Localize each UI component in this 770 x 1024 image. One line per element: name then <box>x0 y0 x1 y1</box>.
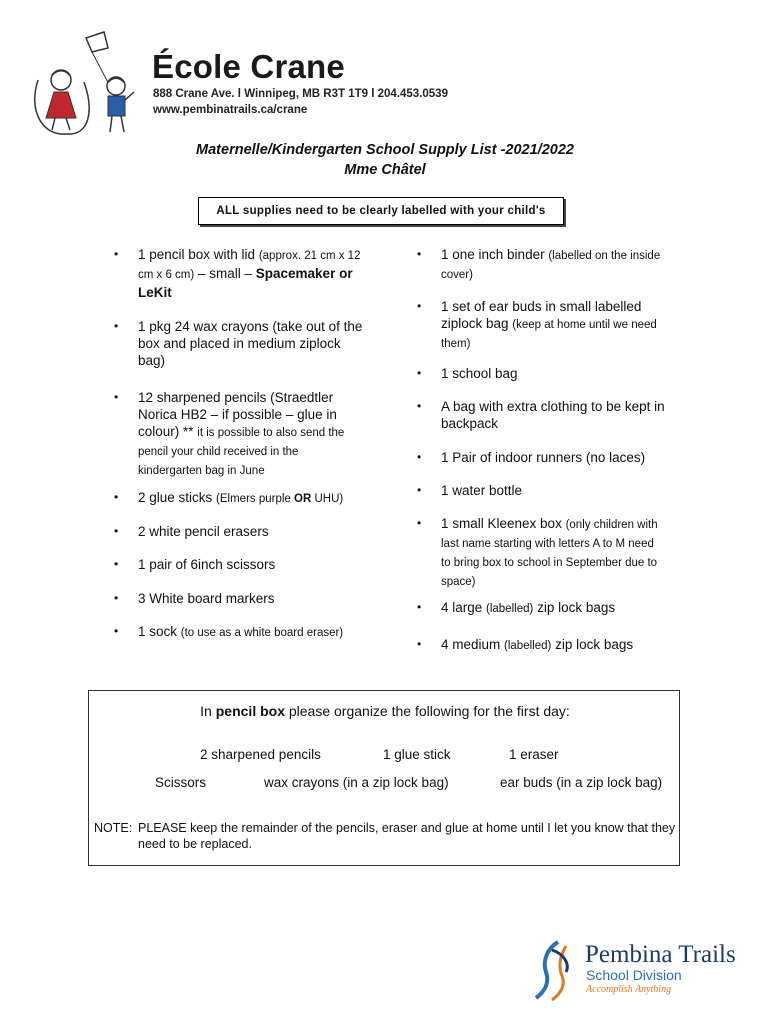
teacher-name: Mme Châtel <box>344 162 426 178</box>
list-item: • 1 small Kleenex box (only children with last name starting with letters A to M need to bring box to school in September due to space) <box>417 516 658 588</box>
footer-org-name: Pembina Trails <box>585 941 736 968</box>
list-item: • 1 one inch binder (labelled on the inside cover) <box>417 247 661 281</box>
list-item: • 1 water bottle <box>417 483 523 498</box>
list-item: • 1 pkg 24 wax crayons (take out of the box and placed in medium ziplock bag) <box>114 319 363 368</box>
school-website: www.pembinatrails.ca/crane <box>153 104 308 116</box>
school-name: École Crane <box>152 48 345 85</box>
school-address: 888 Crane Ave. l Winnipeg, MB R3T 1T9 l 204.453.0539 <box>153 88 448 100</box>
list-item: • 2 glue sticks (Elmers purple OR UHU) <box>114 490 344 505</box>
list-item: • 12 sharpened pencils (Straedtler Norica HB2 – if possible – glue in colour) ** it is possible to also send the pencil your child received in the kindergarten bag in June <box>114 390 345 477</box>
list-item: • 1 pencil box with lid (approx. 21 cm x 12 cm x 6 cm) – small – Spacemaker or LeKit <box>114 247 361 300</box>
pencil-box-item: Scissors <box>155 775 207 790</box>
note-label: NOTE: <box>94 821 133 835</box>
note <box>94 820 694 837</box>
pencil-box-item: 2 sharpened pencils <box>200 747 321 762</box>
pencil-box-item: wax crayons (in a zip lock bag) <box>264 775 449 790</box>
footer-division: School Division <box>586 967 682 983</box>
school-logo-illustration <box>28 30 148 140</box>
list-item: • A bag with extra clothing to be kept in backpack <box>417 399 665 431</box>
list-item: • 1 sock (to use as a white board eraser) <box>114 624 344 639</box>
list-item: • 1 set of ear buds in small labelled ziplock bag (keep at home until we need them) <box>417 299 657 350</box>
list-item: • 4 medium (labelled) zip lock bags <box>417 637 634 652</box>
list-title: Maternelle/Kindergarten School Supply List -2021/2022 <box>196 142 574 158</box>
pencil-box-item: 1 glue stick <box>383 747 451 762</box>
list-item: • 1 school bag <box>417 366 518 381</box>
label-notice: ALL supplies need to be clearly labelled with your child's <box>198 197 564 225</box>
pencil-box-item: ear buds (in a zip lock bag) <box>500 775 663 790</box>
list-item: • 1 Pair of indoor runners (no laces) <box>417 450 646 465</box>
note-text-continued: need to be replaced. <box>138 837 252 851</box>
note-text: PLEASE keep the remainder of the pencils, eraser and glue at home until I let you know that they <box>138 821 676 835</box>
footer-tagline: Accomplish Anything <box>586 984 672 995</box>
list-item: • 4 large (labelled) zip lock bags <box>417 600 616 615</box>
pencil-box-intro: In pencil box please organize the following for the first day: <box>200 703 570 719</box>
list-item: • 3 White board markers <box>114 591 275 606</box>
pembina-trails-logo-icon <box>530 936 580 1002</box>
left-supply-list <box>114 0 388 1024</box>
list-item: • 2 white pencil erasers <box>114 524 269 539</box>
pencil-box-item: 1 eraser <box>509 747 559 762</box>
list-item: • 1 pair of 6inch scissors <box>114 557 276 572</box>
